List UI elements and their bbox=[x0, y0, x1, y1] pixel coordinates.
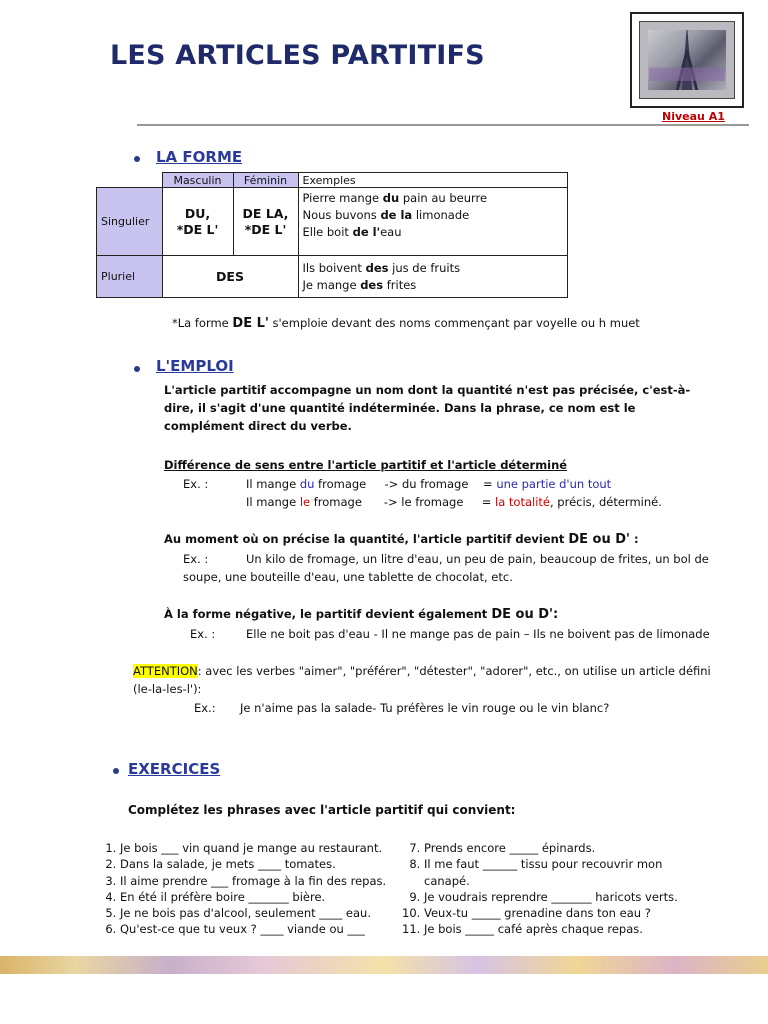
decorative-footer-band bbox=[0, 956, 768, 974]
emploi-intro: L'article partitif accompagne un nom dont la quantité n'est pas précisée, c'est-à-dire, il s'agit d'une quantité indéterminée. Dans la phrase, ce nom est le complément direct du verbe. bbox=[164, 383, 691, 433]
list-item: 7. Prends encore _____ épinards. bbox=[424, 840, 704, 856]
row-label-singulier: Singulier bbox=[97, 188, 163, 256]
negative-title: À la forme négative, le partitif devient également DE ou D': bbox=[164, 607, 559, 622]
list-item: 5. Je ne bois pas d'alcool, seulement ____ eau. bbox=[120, 905, 392, 921]
list-item: 2. Dans la salade, je mets ____ tomates. bbox=[120, 856, 392, 872]
example-line: Pierre mange du pain au beurre bbox=[302, 191, 488, 205]
exercise-list-left bbox=[100, 840, 392, 938]
divider bbox=[137, 124, 749, 126]
list-item: 3. Il aime prendre ___ fromage à la fin des repas. bbox=[120, 873, 392, 889]
attention-note: ATTENTION: avec les verbes "aimer", "préférer", "détester", "adorer", etc., on utilise un article défini (le-la-les-l'): bbox=[133, 664, 711, 696]
list-item: 10. Veux-tu _____ grenadine dans ton eau ? bbox=[424, 905, 704, 921]
forme-table bbox=[96, 172, 568, 298]
level-label: Niveau A1 bbox=[662, 110, 725, 123]
bullet-icon bbox=[134, 156, 140, 162]
section-heading-exercices: EXERCICES bbox=[128, 760, 221, 778]
quantite-example-1: Un kilo de fromage, un litre d'eau, un peu de pain, beaucoup de frites, un bol de bbox=[246, 552, 709, 566]
section-heading-emploi: L'EMPLOI bbox=[156, 357, 234, 375]
ex-label: Ex. : bbox=[183, 477, 209, 491]
negative-example: Elle ne boit pas d'eau - Il ne mange pas de pain – Ils ne boivent pas de limonade bbox=[246, 627, 710, 641]
exercise-list-right bbox=[404, 840, 704, 938]
diff-example-1: Il mange du fromage -> du fromage = une partie d'un tout bbox=[246, 477, 612, 491]
example-line: Elle boit de l'eau bbox=[302, 225, 402, 239]
ex-label: Ex. : bbox=[183, 552, 209, 566]
ex-label: Ex. : bbox=[190, 627, 216, 641]
ex-label: Ex.: bbox=[194, 701, 216, 715]
quantite-example-2: soupe, une bouteille d'eau, une tablette de chocolat, etc. bbox=[183, 570, 513, 584]
logo-image bbox=[630, 12, 744, 108]
example-line: Ils boivent des jus de fruits bbox=[302, 260, 461, 275]
list-item: 1. Je bois ___ vin quand je mange au restaurant. bbox=[120, 840, 392, 856]
diff-title: Différence de sens entre l'article partitif et l'article déterminé bbox=[164, 458, 568, 472]
plural-examples bbox=[298, 256, 567, 298]
diff-example-2: Il mange le fromage -> le fromage = la totalité, précis, déterminé. bbox=[246, 495, 662, 509]
list-item: 8. Il me faut ______ tissu pour recouvrir mon canapé. bbox=[424, 856, 704, 889]
note-de-l: *La forme DE L' s'emploie devant des noms commençant par voyelle ou h muet bbox=[172, 316, 640, 331]
list-item: 6. Qu'est-ce que tu veux ? ____ viande ou ___ bbox=[120, 921, 392, 937]
plural-form: DES bbox=[162, 256, 298, 298]
exercise-instruction: Complétez les phrases avec l'article partitif qui convient: bbox=[128, 803, 516, 817]
example-line: Je mange des frites bbox=[302, 277, 417, 292]
quantite-title: Au moment où on précise la quantité, l'article partitif devient DE ou D' : bbox=[164, 532, 639, 547]
list-item: 11. Je bois _____ café après chaque repas. bbox=[424, 921, 704, 937]
bullet-icon bbox=[134, 366, 140, 372]
page-title: LES ARTICLES PARTITIFS bbox=[110, 40, 485, 71]
row-label-pluriel: Pluriel bbox=[97, 256, 163, 298]
example-line: Nous buvons de la limonade bbox=[302, 208, 470, 222]
singular-masculine: DU, *DE L' bbox=[162, 188, 233, 256]
section-heading-forme: LA FORME bbox=[156, 148, 243, 166]
attention-example: Je n'aime pas la salade- Tu préfères le vin rouge ou le vin blanc? bbox=[240, 701, 610, 715]
header-feminin: Féminin bbox=[233, 173, 298, 188]
list-item: 9. Je voudrais reprendre _______ haricots verts. bbox=[424, 889, 704, 905]
attention-label: ATTENTION bbox=[133, 664, 198, 678]
header-exemples: Exemples bbox=[298, 173, 567, 188]
list-item: 4. En été il préfère boire _______ bière. bbox=[120, 889, 392, 905]
singular-examples bbox=[298, 188, 567, 256]
bullet-icon bbox=[113, 768, 119, 774]
eiffel-tower-icon bbox=[639, 21, 735, 99]
singular-feminine: DE LA, *DE L' bbox=[233, 188, 298, 256]
header-masculin: Masculin bbox=[162, 173, 233, 188]
